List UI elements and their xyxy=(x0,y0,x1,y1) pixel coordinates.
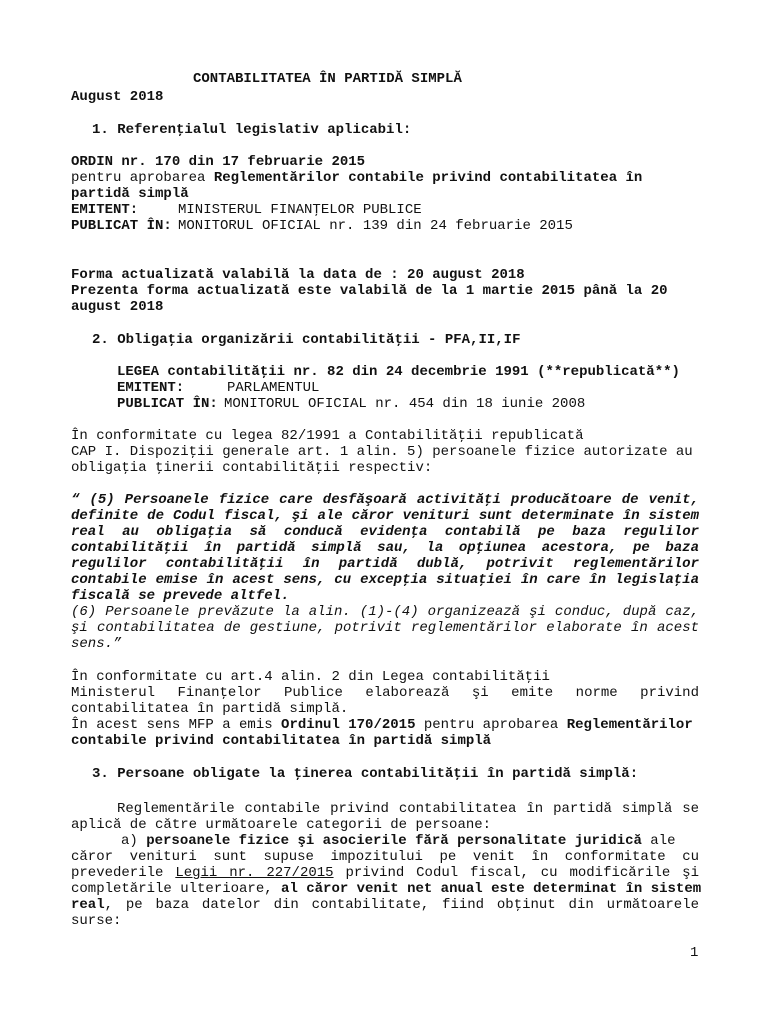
law-prefix: LEGEA xyxy=(117,364,160,380)
mfp-line-1 xyxy=(71,717,699,733)
conformity-line-3: obligaţia ţinerii contabilităţii respectiv: xyxy=(71,460,433,476)
updated-form-line: Forma actualizată valabilă la data de : 20 august 2018 xyxy=(71,267,525,283)
law-title xyxy=(117,364,745,380)
quote-line-4: contabilităţii în partidă simplă sau, la opţiunea acestora, pe baza xyxy=(71,540,699,556)
publicat-label: PUBLICAT ÎN: xyxy=(71,218,172,234)
section-1-heading: 1. Referenţialul legislativ aplicabil: xyxy=(92,122,412,138)
intro-line-2: aplică de către următoarele categorii de persoane: xyxy=(71,817,492,833)
quote-line-7: fiscală se prevede altfel. xyxy=(71,588,290,604)
quote-line-1: “ (5) Persoanele fizice care desfăşoară activităţi producătoare de venit, xyxy=(71,492,699,508)
quote6-line-3: sens.” xyxy=(71,636,122,652)
item-a-line4-prefix: completările ulterioare, xyxy=(71,881,282,897)
law-publicat-value: MONITORUL OFICIAL nr. 454 din 18 iunie 2008 xyxy=(224,396,586,412)
publicat-value: MONITORUL OFICIAL nr. 139 din 24 februarie 2015 xyxy=(178,218,573,234)
quote-line-6: contabile emise în acest sens, cu excepţia situaţiei în care în legislaţia xyxy=(71,572,699,588)
document-title: CONTABILITATEA ÎN PARTIDĂ SIMPLĂ xyxy=(193,71,462,87)
order-title: ORDIN nr. 170 din 17 februarie 2015 xyxy=(71,154,366,170)
item-a-line-4 xyxy=(71,881,702,897)
item-a-line5-bold: real xyxy=(71,897,105,913)
item-a-line-6: surse: xyxy=(71,913,122,929)
art4-line-1: În conformitate cu art.4 alin. 2 din Legea contabilităţii xyxy=(71,669,550,685)
item-a-line4-bold: al căror venit net anual este determinat în sistem xyxy=(281,881,702,897)
mfp-mid: pentru aprobarea xyxy=(415,717,567,733)
item-a-bold: persoanele fizice şi asocierile fără personalitate juridică xyxy=(146,833,642,849)
item-a-line3-post: privind Codul fiscal, cu modificările şi xyxy=(333,865,699,881)
page-number: 1 xyxy=(690,945,699,961)
section-3-heading: 3. Persoane obligate la ţinerea contabilităţii în partidă simplă: xyxy=(92,766,639,782)
law-emitent-label: EMITENT: xyxy=(117,380,185,396)
section-2-heading: 2. Obligaţia organizării contabilităţii - PFA,II,IF xyxy=(92,332,521,348)
document-date: August 2018 xyxy=(71,89,164,105)
order-purpose-line-1 xyxy=(71,170,699,186)
item-a-line-5 xyxy=(71,897,699,913)
order-emitent xyxy=(71,202,699,218)
art4-line-2: Ministerul Finanţelor Publice elaborează şi emite norme privind xyxy=(71,685,699,701)
quote6-line-2: şi contabilitatea de gestiune, potrivit reglementărilor elaborate în acest xyxy=(71,620,699,636)
item-a-prefix: a) xyxy=(121,833,147,849)
validity-line-2: august 2018 xyxy=(71,299,164,315)
item-a-after: ale xyxy=(641,833,676,849)
item-a-line5-post: , pe baza datelor din contabilitate, fiind obţinut din următoarele xyxy=(104,897,699,913)
conformity-line-1: În conformitate cu legea 82/1991 a Contabilităţii republicată xyxy=(71,428,584,444)
mfp-line-2: contabile privind contabilitatea în partidă simplă xyxy=(71,733,492,749)
item-a-line-3 xyxy=(71,865,699,881)
order-purpose-line-2: partidă simplă xyxy=(71,186,189,202)
quote-line-2: definite de Codul fiscal, şi ale căror venituri sunt determinate în sistem xyxy=(71,508,699,524)
law-rest: contabilităţii nr. 82 din 24 decembrie 1991 (**republicată**) xyxy=(159,364,680,380)
quote-line-3: real au obligaţia să conducă evidenţa contabilă pe baza regulilor xyxy=(71,524,699,540)
order-purpose-bold: Reglementărilor contabile privind contabilitatea în xyxy=(213,170,643,186)
law-emitent-value: PARLAMENTUL xyxy=(227,380,320,396)
intro-line-1: Reglementările contabile privind contabilitatea în partidă simplă se xyxy=(117,801,699,817)
law-emitent xyxy=(117,380,745,396)
validity-line-1: Prezenta forma actualizată este valabilă de la 1 martie 2015 până la 20 xyxy=(71,283,668,299)
emitent-label: EMITENT: xyxy=(71,202,139,218)
order-publicat xyxy=(71,218,699,234)
mfp-order: Ordinul 170/2015 xyxy=(281,717,416,733)
item-a-line-1 xyxy=(121,833,749,849)
item-a-line-2: căror venituri sunt supuse impozitului pe venit în conformitate cu xyxy=(71,849,699,865)
codul-fiscal-link[interactable]: Legii nr. 227/2015 xyxy=(175,865,334,881)
law-publicat xyxy=(117,396,745,412)
law-publicat-label: PUBLICAT ÎN: xyxy=(117,396,218,412)
mfp-regulations: Reglementărilor xyxy=(566,717,693,733)
order-purpose-prefix: pentru aprobarea xyxy=(71,170,214,186)
art4-line-3: contabilitatea în partidă simplă. xyxy=(71,701,349,717)
mfp-prefix: În acest sens MFP a emis xyxy=(71,717,282,733)
item-a-line3-prefix: prevederile xyxy=(71,865,176,881)
conformity-line-2: CAP I. Dispoziţii generale art. 1 alin. 5) persoanele fizice autorizate au xyxy=(71,444,693,460)
quote-line-5: regulilor contabilităţii în partidă dublă, potrivit reglementărilor xyxy=(71,556,699,572)
quote6-line-1: (6) Persoanele prevăzute la alin. (1)-(4) organizează şi conduc, după caz, xyxy=(71,604,699,620)
emitent-value: MINISTERUL FINANŢELOR PUBLICE xyxy=(178,202,422,218)
